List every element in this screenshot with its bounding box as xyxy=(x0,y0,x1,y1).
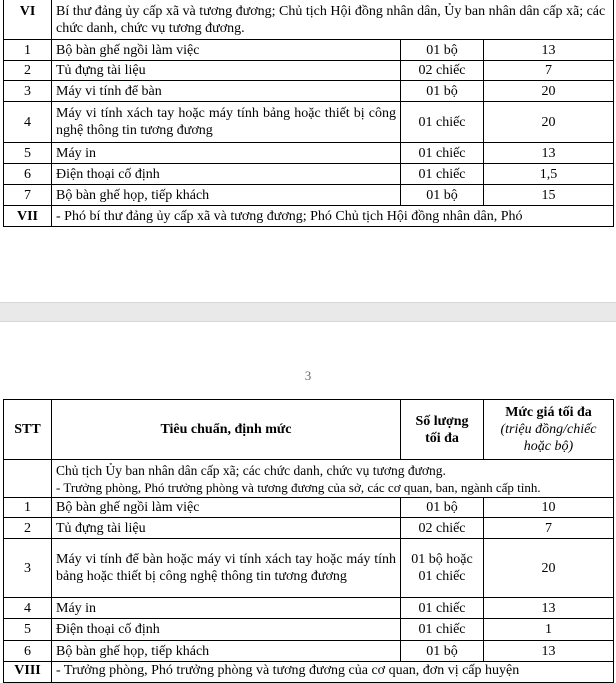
table-row xyxy=(4,498,614,518)
row-stt: 5 xyxy=(4,143,52,164)
intro-line-1: Chủ tịch Ủy ban nhân dân cấp xã; các chức danh, chức vụ tương đương. xyxy=(56,462,446,478)
row-quantity: 02 chiếc xyxy=(401,61,484,81)
row-price: 20 xyxy=(484,102,614,143)
table-row xyxy=(4,641,614,662)
row-item-name: Tủ đựng tài liệu xyxy=(52,518,401,539)
section-viii-row xyxy=(4,662,614,683)
section-viii-number: VIII xyxy=(4,662,52,683)
table-header-row xyxy=(4,400,614,460)
lower-standards-table xyxy=(3,399,614,683)
row-quantity: 01 bộ xyxy=(401,81,484,102)
row-quantity xyxy=(401,539,484,598)
row-stt: 2 xyxy=(4,61,52,81)
row-quantity: 01 chiếc xyxy=(401,143,484,164)
row-stt: 6 xyxy=(4,641,52,662)
row-price: 13 xyxy=(484,641,614,662)
row-price: 1,5 xyxy=(484,164,614,185)
row-quantity: 01 chiếc xyxy=(401,598,484,619)
page-break-divider xyxy=(0,302,616,322)
row-stt: 3 xyxy=(4,539,52,598)
row-item-name: Điện thoại cố định xyxy=(52,619,401,641)
row-item-name: Máy vi tính xách tay hoặc máy tính bảng hoặc thiết bị công nghệ thông tin tương đương xyxy=(52,102,401,143)
row-stt: 1 xyxy=(4,40,52,61)
table-row xyxy=(4,164,614,185)
section-viii-description: - Trưởng phòng, Phó trưởng phòng và tương đương của cơ quan, đơn vị cấp huyện xyxy=(52,662,614,683)
row-price: 13 xyxy=(484,40,614,61)
header-criteria: Tiêu chuẩn, định mức xyxy=(52,400,401,460)
row-quantity: 01 chiếc xyxy=(401,619,484,641)
table-row xyxy=(4,40,614,61)
row-stt: 2 xyxy=(4,518,52,539)
header-price xyxy=(484,400,614,460)
row-price: 7 xyxy=(484,518,614,539)
section-vi-description: Bí thư đảng ủy cấp xã và tương đương; Chủ tịch Hội đồng nhân dân, Ủy ban nhân dân cấp xã; các chức danh, chức vụ tương đương. xyxy=(52,0,614,40)
row-quantity-line2: 01 chiếc xyxy=(418,569,466,584)
row-item-name: Máy in xyxy=(52,598,401,619)
page-number: 3 xyxy=(304,368,312,383)
intro-text xyxy=(52,460,614,498)
row-item-name: Máy vi tính để bàn hoặc máy vi tính xách tay hoặc máy tính bảng hoặc thiết bị công nghệ thông tin tương đương xyxy=(52,539,401,598)
row-stt: 7 xyxy=(4,185,52,206)
row-price: 20 xyxy=(484,539,614,598)
header-price-line2: (triệu đồng/chiếc xyxy=(500,422,597,437)
row-stt: 3 xyxy=(4,81,52,102)
table-row xyxy=(4,61,614,81)
row-price: 20 xyxy=(484,81,614,102)
row-price: 15 xyxy=(484,185,614,206)
row-price: 10 xyxy=(484,498,614,518)
row-quantity-line1: 01 bộ hoặc xyxy=(411,552,473,567)
row-price: 7 xyxy=(484,61,614,81)
row-quantity: 01 bộ xyxy=(401,498,484,518)
row-quantity: 02 chiếc xyxy=(401,518,484,539)
intro-row xyxy=(4,460,614,498)
table-row xyxy=(4,539,614,598)
table-row xyxy=(4,102,614,143)
header-price-line3: hoặc bộ) xyxy=(523,439,574,454)
row-item-name: Bộ bàn ghế họp, tiếp khách xyxy=(52,641,401,662)
row-item-name: Máy vi tính để bàn xyxy=(52,81,401,102)
header-quantity-line2: tối đa xyxy=(425,430,459,446)
row-stt: 5 xyxy=(4,619,52,641)
row-stt: 4 xyxy=(4,102,52,143)
section-vii-description: - Phó bí thư đảng ủy cấp xã và tương đương; Phó Chủ tịch Hội đồng nhân dân, Phó xyxy=(52,206,614,227)
section-vii-number: VII xyxy=(4,206,52,227)
row-quantity: 01 chiếc xyxy=(401,164,484,185)
row-price: 13 xyxy=(484,143,614,164)
row-item-name: Bộ bàn ghế ngồi làm việc xyxy=(52,498,401,518)
row-quantity: 01 bộ xyxy=(401,641,484,662)
row-price: 1 xyxy=(484,619,614,641)
row-quantity: 01 bộ xyxy=(401,185,484,206)
row-item-name: Bộ bàn ghế ngồi làm việc xyxy=(52,40,401,61)
row-item-name: Bộ bàn ghế họp, tiếp khách xyxy=(52,185,401,206)
intro-stt-empty xyxy=(4,460,52,498)
header-quantity xyxy=(401,400,484,460)
row-quantity: 01 bộ xyxy=(401,40,484,61)
row-item-name: Tủ đựng tài liệu xyxy=(52,61,401,81)
row-price: 13 xyxy=(484,598,614,619)
row-stt: 1 xyxy=(4,498,52,518)
section-vi-row xyxy=(4,0,614,40)
table-row xyxy=(4,518,614,539)
header-stt: STT xyxy=(4,400,52,460)
section-vii-row xyxy=(4,206,614,227)
header-price-line1: Mức giá tối đa xyxy=(505,405,592,420)
row-stt: 6 xyxy=(4,164,52,185)
table-row xyxy=(4,185,614,206)
header-quantity-line1: Số lượng xyxy=(415,413,469,429)
row-item-name: Điện thoại cố định xyxy=(52,164,401,185)
intro-line-2: - Trưởng phòng, Phó trưởng phòng và tương đương của sở, các cơ quan, ban, ngành cấp tỉnh. xyxy=(56,479,541,495)
table-row xyxy=(4,143,614,164)
row-stt: 4 xyxy=(4,598,52,619)
table-row xyxy=(4,598,614,619)
table-row xyxy=(4,619,614,641)
row-quantity: 01 chiếc xyxy=(401,102,484,143)
table-row xyxy=(4,81,614,102)
row-item-name: Máy in xyxy=(52,143,401,164)
upper-standards-table xyxy=(3,0,614,227)
section-vi-number: VI xyxy=(4,0,52,40)
